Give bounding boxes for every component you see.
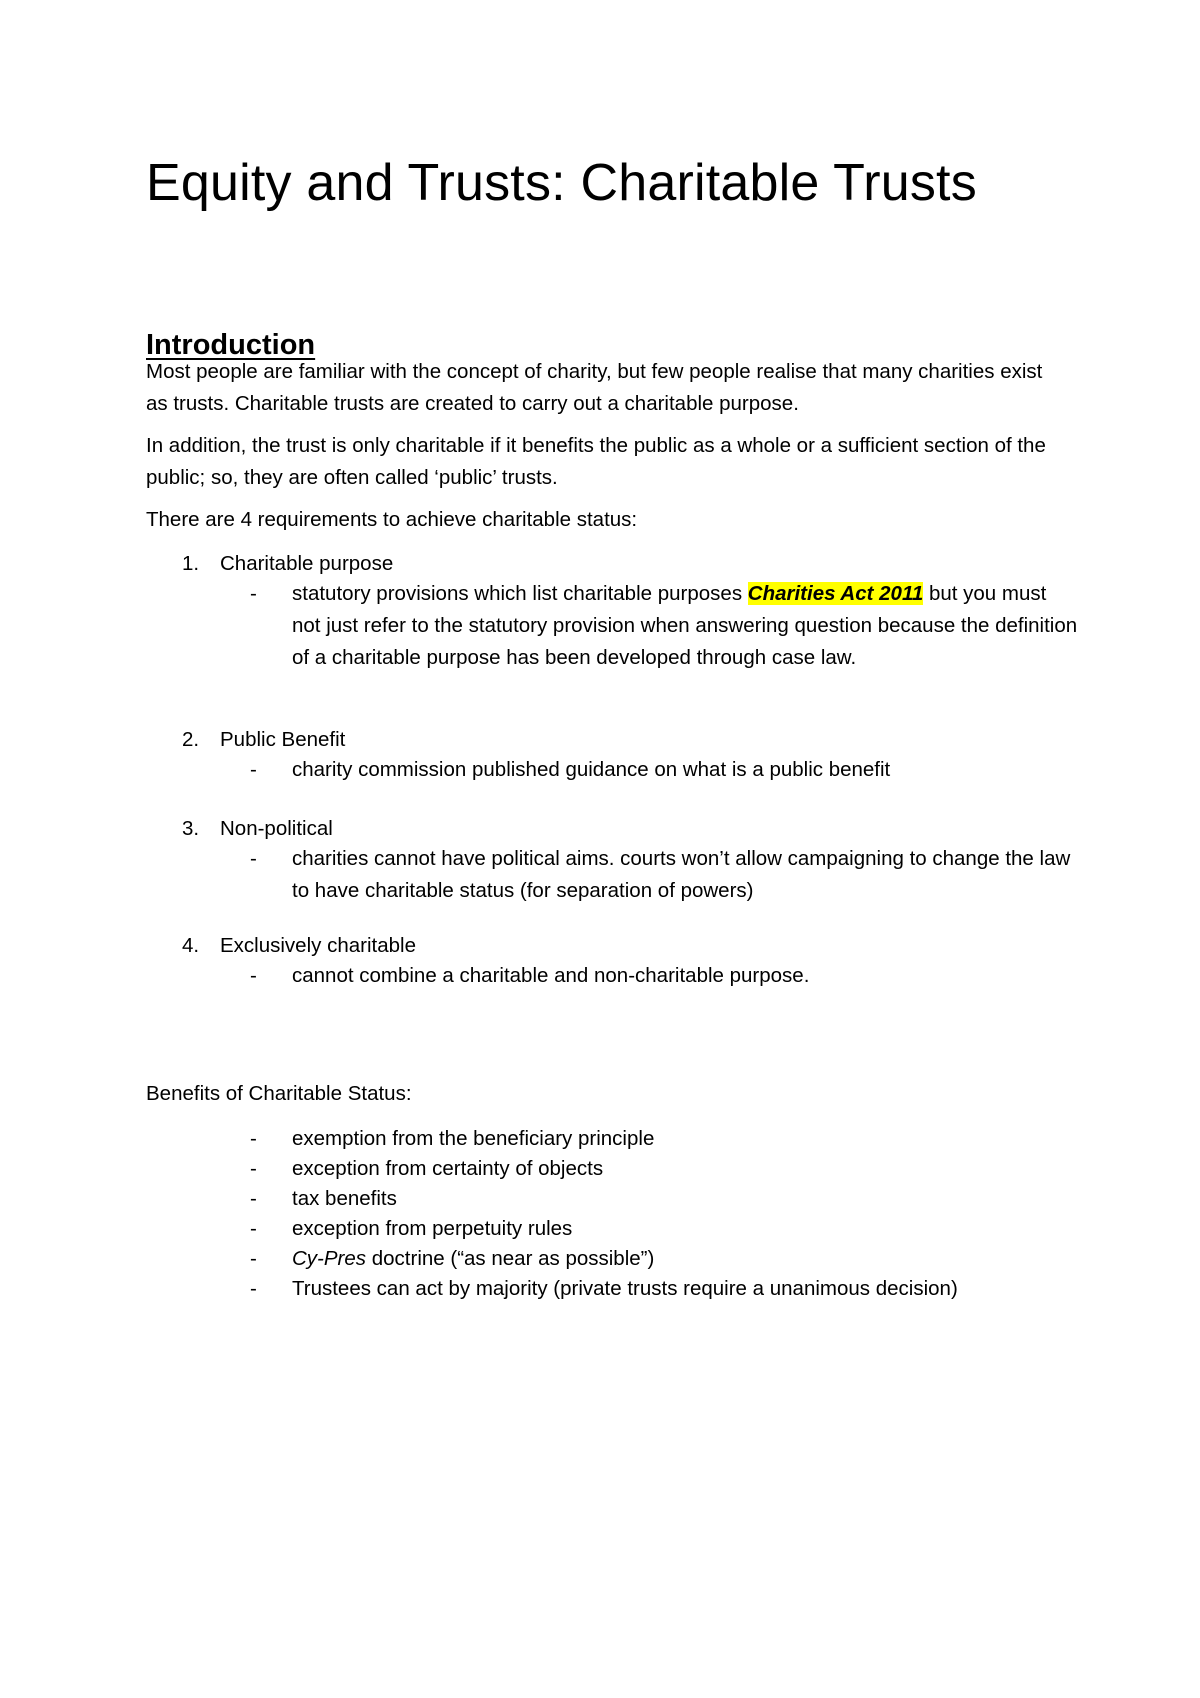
requirement-label: Charitable purpose [220, 552, 394, 575]
dash-bullet: - [250, 1187, 257, 1210]
benefit-item [250, 1243, 1080, 1275]
requirement-label: Public Benefit [220, 728, 346, 751]
benefit-item [250, 1273, 1080, 1305]
requirement-item [182, 548, 393, 580]
detail-text: cannot combine a charitable and non-charitable purpose. [292, 964, 810, 987]
intro-paragraph-1: Most people are familiar with the concept of charity, but few people realise that many charities exist as trusts. Charitable trusts are created to carry out a charitable purpose. [146, 360, 1043, 415]
requirement-detail [250, 960, 1080, 992]
benefit-item [250, 1213, 1080, 1245]
benefit-text: exception from certainty of objects [292, 1157, 604, 1180]
dash-bullet: - [250, 1217, 257, 1240]
dash-bullet: - [250, 1247, 257, 1270]
requirement-detail [250, 578, 1080, 674]
benefit-text: tax benefits [292, 1187, 397, 1210]
intro-paragraph-2: In addition, the trust is only charitable if it benefits the public as a whole or a sufficient section of the public; so, they are often called ‘public’ trusts. [146, 434, 1046, 489]
requirement-item [182, 930, 416, 962]
requirement-detail [250, 754, 1080, 786]
highlighted-citation: Charities Act 2011 [747, 582, 924, 605]
requirement-item [182, 813, 333, 845]
dash-bullet: - [250, 1127, 257, 1150]
benefit-text: exception from perpetuity rules [292, 1217, 573, 1240]
benefit-item [250, 1183, 1080, 1215]
requirement-number: 3. [182, 817, 200, 840]
page-title: Equity and Trusts: Charitable Trusts [146, 154, 977, 212]
detail-text-continued: but you must not just refer to the statutory provision when answering question because the definition of a charitable purpose has been developed through case law. [292, 582, 1078, 669]
requirement-number: 4. [182, 934, 200, 957]
requirement-item [182, 724, 345, 756]
requirement-number: 2. [182, 728, 200, 751]
benefit-italic-term: Cy-Pres [292, 1247, 367, 1270]
dash-bullet: - [250, 964, 257, 987]
detail-text: charities cannot have political aims. courts won’t allow campaigning to change the law to have charitable status (for separation of powers) [292, 847, 1071, 902]
benefit-item [250, 1123, 1080, 1155]
detail-text: charity commission published guidance on what is a public benefit [292, 758, 891, 781]
benefit-text: Trustees can act by majority (private trusts require a unanimous decision) [292, 1277, 958, 1300]
dash-bullet: - [250, 1277, 257, 1300]
requirement-label: Non-political [220, 817, 333, 840]
dash-bullet: - [250, 758, 257, 781]
dash-bullet: - [250, 847, 257, 870]
section-heading-introduction: Introduction [146, 329, 316, 361]
dash-bullet: - [250, 582, 257, 605]
benefits-heading: Benefits of Charitable Status: [146, 1082, 412, 1105]
requirement-detail [250, 843, 1080, 907]
benefit-text: exemption from the beneficiary principle [292, 1127, 655, 1150]
dash-bullet: - [250, 1157, 257, 1180]
benefit-item [250, 1153, 1080, 1185]
requirement-number: 1. [182, 552, 200, 575]
requirement-label: Exclusively charitable [220, 934, 416, 957]
detail-text: statutory provisions which list charitable purposes [292, 582, 748, 605]
requirements-intro: There are 4 requirements to achieve charitable status: [146, 508, 638, 531]
benefit-text: doctrine (“as near as possible”) [371, 1247, 655, 1270]
